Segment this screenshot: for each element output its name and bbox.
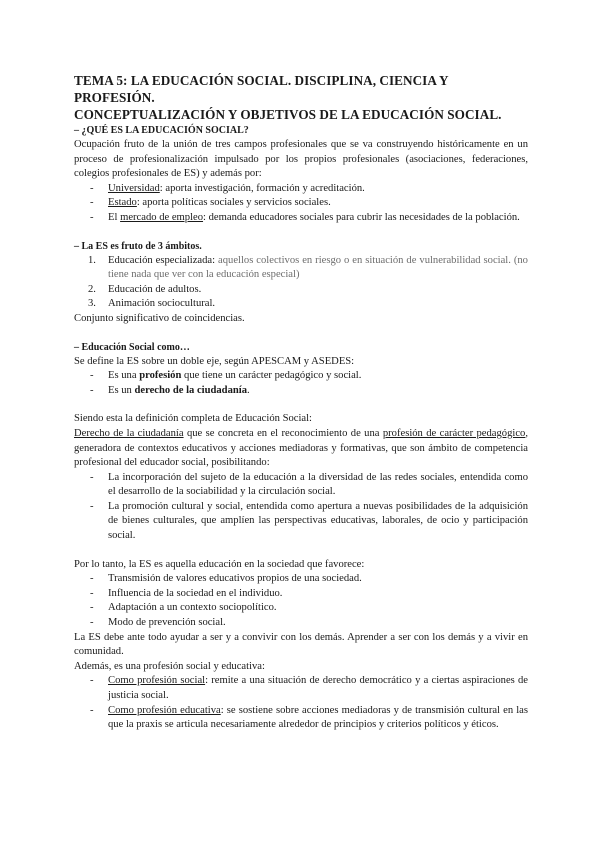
list-item: - Es una profesión que tiene un carácter pedagógico y social. [90, 370, 362, 382]
list-item: - Estado: aporta políticas sociales y servicios sociales. [90, 197, 331, 209]
term-profesion: profesión [139, 370, 182, 382]
list-item: - Transmisión de valores educativos propios de una sociedad. [90, 573, 362, 585]
document-page [74, 72, 528, 733]
section-heading-es-como: – Educación Social como… [74, 341, 190, 353]
list-item: - La incorporación del sujeto de la educación a la diversidad de las redes sociales, entendida como el desarrollo de la sociabilidad y la circulación social. [90, 471, 528, 498]
list-item: - Como profesión social: remite a una situación de derecho democrático y a ciertas aspiraciones de justicia social. [90, 675, 529, 701]
favorece-list [74, 572, 528, 630]
posibilitando-list [74, 471, 528, 544]
profesion-intro: Además, es una profesión social y educativa: [74, 660, 265, 672]
list-item: - Adaptación a un contexto sociopolítico. [90, 602, 277, 614]
list-item: 3. Animación sociocultural. [88, 298, 216, 310]
definition-intro: Siendo esta la definición completa de Educación Social: [74, 413, 312, 425]
section-intro-que-es: Ocupación fruto de la unión de tres campos profesionales que se va construyendo históricamente en un proceso de profesionalización impulsado por los propios profesionales (asociaciones, federaciones, colegios profesionales de ES) y además por: [74, 139, 528, 180]
list-item: - Como profesión educativa: se sostiene sobre acciones mediadoras y de transmisión cultural en las que la praxis se articula necesariamente alrededor de principios y criterios políticos y éticos. [90, 704, 528, 731]
campos-list [74, 182, 528, 226]
term-mercado-empleo: mercado de empleo [120, 211, 204, 223]
term-derecho-ciudadania: derecho de la ciudadanía [134, 384, 248, 396]
list-item: - El mercado de empleo: demanda educadores sociales para cubrir las necesidades de la población. [90, 211, 520, 223]
list-item: 2. Educación de adultos. [88, 283, 202, 295]
ambitos-closing: Conjunto significativo de coincidencias. [74, 312, 245, 324]
title-line-2: CONCEPTUALIZACIÓN Y OBJETIVOS DE LA EDUCACIÓN SOCIAL. [74, 107, 502, 122]
section-intro-es-como: Se define la ES sobre un doble eje, según APESCAM y ASEDES: [74, 355, 355, 367]
section-heading-ambitos: – La ES es fruto de 3 ámbitos. [74, 240, 202, 252]
document-title [74, 72, 528, 123]
term-estado: Estado [108, 197, 137, 209]
title-line-1: TEMA 5: LA EDUCACIÓN SOCIAL. DISCIPLINA, CIENCIA Y PROFESIÓN. [74, 73, 449, 105]
list-item: - Influencia de la sociedad en el individuo. [90, 587, 283, 599]
favorece-intro: Por lo tanto, la ES es aquella educación en la sociedad que favorece: [74, 558, 365, 570]
list-item: 1. Educación especializada: aquellos colectivos en riesgo o en situación de vulnerabilidad social. (no tiene nada que ver con la educación especial) [88, 254, 528, 281]
list-item: - La promoción cultural y social, entendida como apertura a nuevas posibilidades de la adquisición de bienes culturales, que amplíen las perspectivas educativas, laborales, de ocio y participación social. [90, 500, 528, 542]
eje-list [74, 369, 528, 398]
convivir-paragraph: La ES debe ante todo ayudar a ser y a convivir con los demás. Aprender a ser con los demás y a vivir en comunidad. [74, 631, 528, 658]
list-item: - Modo de prevención social. [90, 617, 226, 629]
definition-paragraph: Derecho de la ciudadanía que se concreta en el reconocimiento de una profesión de carácter pedagógico, generadora de contextos educativos y acciones mediadoras y formativas, que son ámbito de competencia profesional del educador social, posibilitando: [74, 427, 528, 469]
section-heading-que-es: – ¿QUÉ ES LA EDUCACIÓN SOCIAL? [74, 125, 249, 136]
term-universidad: Universidad [108, 182, 160, 194]
list-item: - Universidad: aporta investigación, formación y acreditación. [90, 182, 365, 194]
list-item: - Es un derecho de la ciudadanía. [90, 384, 250, 396]
profesion-list [74, 674, 528, 732]
ambitos-list [74, 254, 528, 312]
